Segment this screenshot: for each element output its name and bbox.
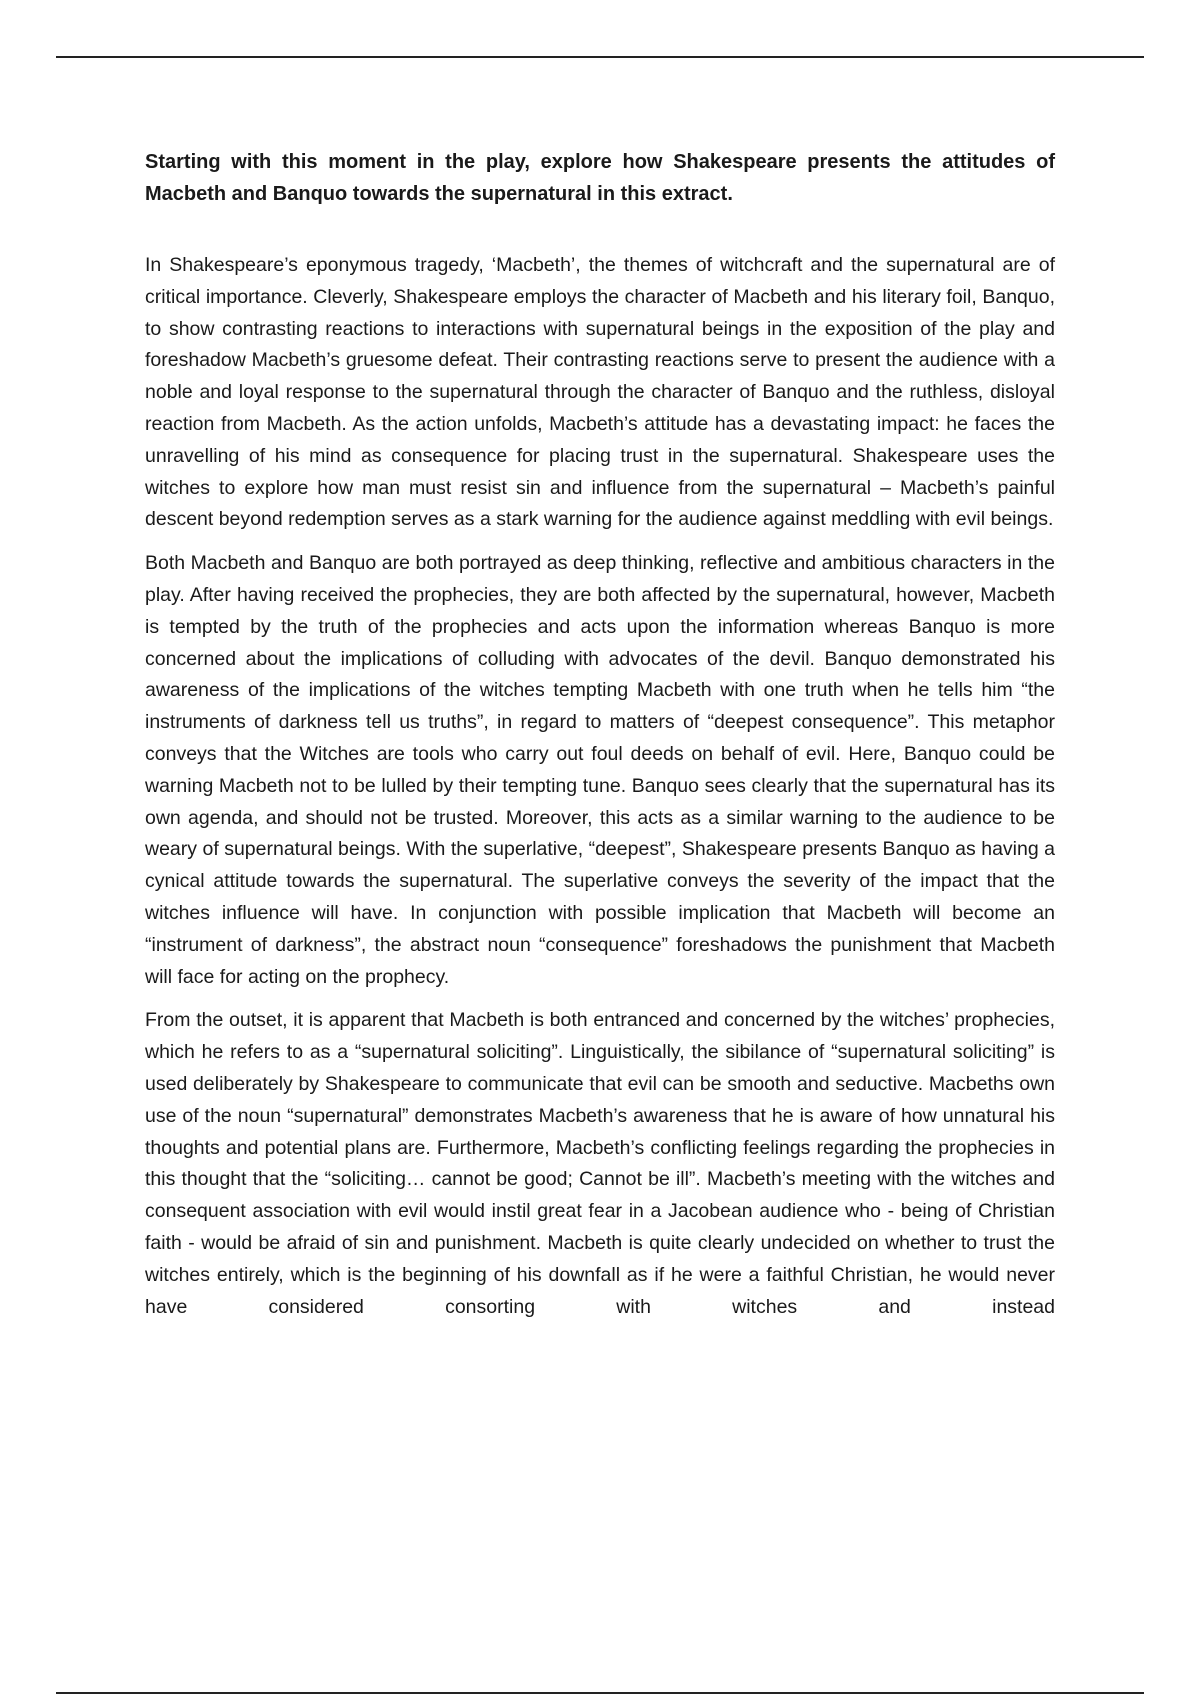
essay-body xyxy=(145,146,1055,1335)
paragraph-banquo-attitude: Both Macbeth and Banquo are both portrayed as deep thinking, reflective and ambitious characters in the play. After having received the prophecies, they are both affected by the supernatural, however, Macbeth is tempted by the truth of the prophecies and acts upon the information whereas Banquo is more concerned about the implications of colluding with advocates of the devil. Banquo demonstrated his awareness of the implications of the witches tempting Macbeth with one truth when he tells him “the instruments of darkness tell us truths”, in regard to matters of “deepest consequence”. This metaphor conveys that the Witches are tools who carry out foul deeds on behalf of evil. Here, Banquo could be warning Macbeth not to be lulled by their tempting tune. Banquo sees clearly that the supernatural has its own agenda, and should not be trusted. Moreover, this acts as a similar warning to the audience to be weary of supernatural beings. With the superlative, “deepest”, Shakespeare presents Banquo as having a cynical attitude towards the supernatural. The superlative conveys the severity of the impact that the witches influence will have. In conjunction with possible implication that Macbeth will become an “instrument of darkness”, the abstract noun “consequence” foreshadows the punishment that Macbeth will face for acting on the prophecy. xyxy=(145,552,1055,988)
top-rule xyxy=(56,56,1144,58)
bottom-rule xyxy=(56,1692,1144,1694)
paragraph-introduction: In Shakespeare’s eponymous tragedy, ‘Macbeth’, the themes of witchcraft and the supernatural are of critical importance. Cleverly, Shakespeare employs the character of Macbeth and his literary foil, Banquo, to show contrasting reactions to interactions with supernatural beings in the exposition of the play and foreshadow Macbeth’s gruesome defeat. Their contrasting reactions serve to present the audience with a noble and loyal response to the supernatural through the character of Banquo and the ruthless, disloyal reaction from Macbeth. As the action unfolds, Macbeth’s attitude has a devastating impact: he faces the unravelling of his mind as consequence for placing trust in the supernatural. Shakespeare uses the witches to explore how man must resist sin and influence from the supernatural – Macbeth’s painful descent beyond redemption serves as a stark warning for the audience against meddling with evil beings. xyxy=(145,254,1055,531)
essay-question: Starting with this moment in the play, explore how Shakespeare presents the attitudes of Macbeth and Banquo towards the supernatural in this extract. xyxy=(145,151,1055,205)
paragraph-macbeth-attitude: From the outset, it is apparent that Macbeth is both entranced and concerned by the witches’ prophecies, which he refers to as a “supernatural soliciting”. Linguistically, the sibilance of “supernatural soliciting” is used deliberately by Shakespeare to communicate that evil can be smooth and seductive. Macbeths own use of the noun “supernatural” demonstrates Macbeth’s awareness that he is aware of how unnatural his thoughts and potential plans are. Furthermore, Macbeth’s conflicting feelings regarding the prophecies in this thought that the “soliciting… cannot be good; Cannot be ill”. Macbeth’s meeting with the witches and consequent association with evil would instil great fear in a Jacobean audience who - being of Christian faith - would be afraid of sin and punishment. Macbeth is quite clearly undecided on whether to trust the witches entirely, which is the beginning of his downfall as if he were a faithful Christian, he would never have considered consorting with witches and instead xyxy=(145,1009,1055,1318)
